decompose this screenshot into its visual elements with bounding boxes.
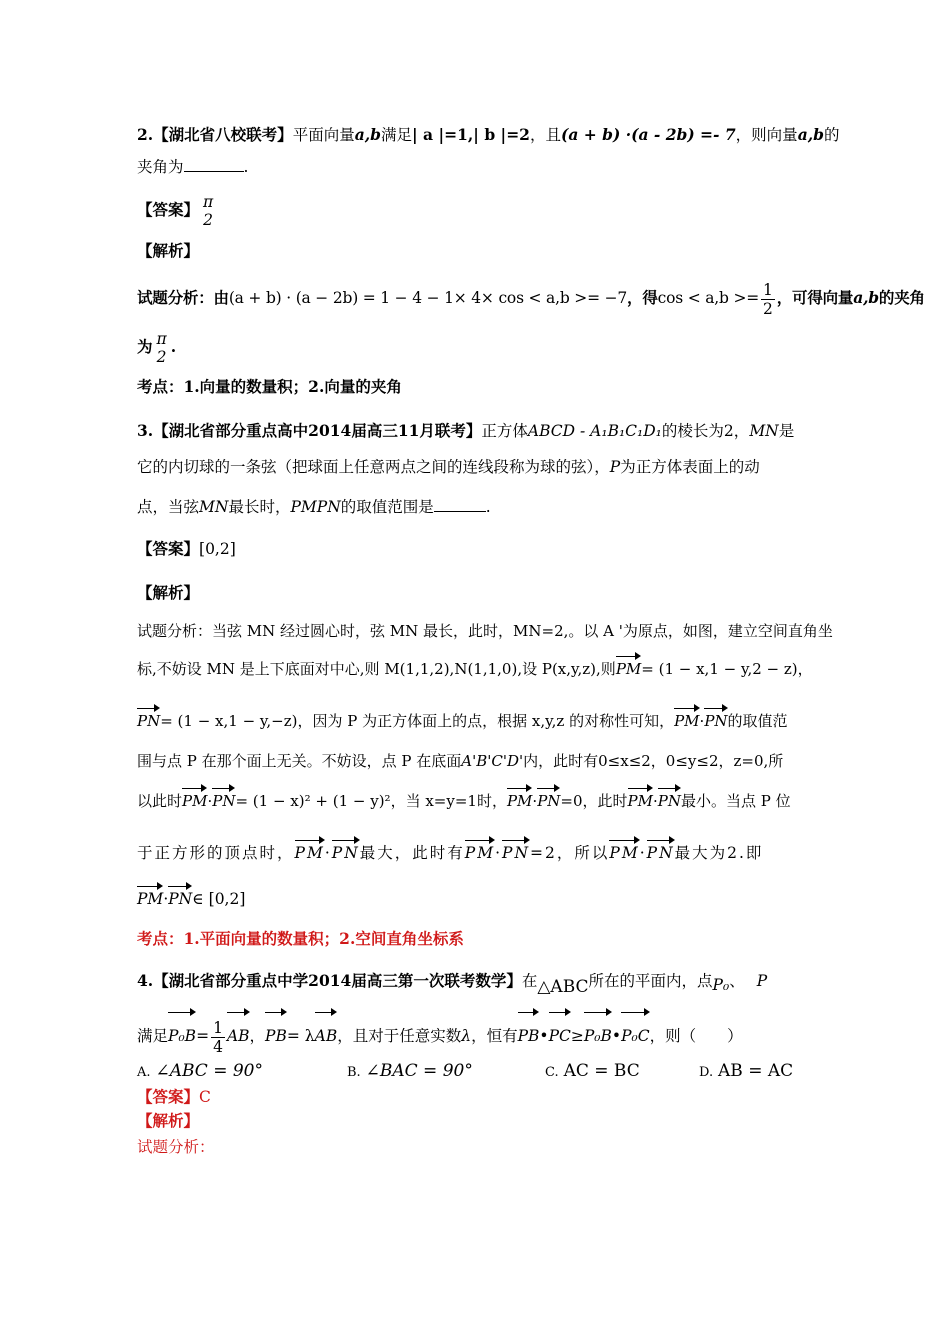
fraction-one-half: $\frac{1}{2}$ bbox=[763, 280, 773, 318]
q3-answer: 【答案】[0,2] bbox=[137, 539, 236, 558]
q3-analysis-6: 于正方形的顶点时，PM·PN最大，此时有PM·PN=2，所以PM·PN最大为2.即 bbox=[137, 840, 763, 864]
q4-analysis-label: 【解析】 bbox=[137, 1111, 200, 1130]
option-c: C. AC = BC bbox=[545, 1061, 640, 1081]
q3-line1: 3.【湖北省部分重点高中2014届高三11月联考】正方体ABCD - A₁B₁C₁D₁的棱长为2，MN是 bbox=[137, 421, 795, 440]
option-b: B. ∠BAC = 90° bbox=[347, 1061, 473, 1081]
q3-analysis-label: 【解析】 bbox=[137, 583, 200, 602]
q3-analysis-4: 围与点 P 在那个面上无关。不妨设，点 P 在底面A'B'C'D'内，此时有0≤x≤2，0≤y≤2，z=0,所 bbox=[137, 752, 784, 770]
option-a: A. ∠ABC = 90° bbox=[137, 1061, 263, 1081]
q3-analysis-1: 试题分析：当弦 MN 经过圆心时，弦 MN 最长，此时，MN=2,。以 A '为原点，如图，建立空间直角坐 bbox=[137, 622, 833, 640]
q2-analysis-label: 【解析】 bbox=[137, 241, 200, 260]
q3-analysis-3: PN= (1 − x,1 − y,−z)，因为 P 为正方体面上的点，根据 x,y,z 的对称性可知，PM·PN的取值范 bbox=[137, 708, 788, 732]
q4-line1: 4.【湖北省部分重点中学2014届高三第一次联考数学】在△ABC所在的平面内，点P₀、 P bbox=[137, 971, 768, 997]
q3-analysis-2: 标,不妨设 MN 是上下底面对中心,则 M(1,1,2),N(1,1,0),设 P(x,y,z),则PM= (1 − x,1 − y,2 − z)， bbox=[137, 656, 813, 680]
q4-analysis: 试题分析： bbox=[137, 1138, 215, 1156]
q2-kaodian: 考点：1.向量的数量积；2.向量的夹角 bbox=[137, 377, 402, 396]
q2-line1: 2.【湖北省八校联考】平面向量a,b满足| a |=1,| b |=2，且(a + b) ·(a - 2b) =- 7，则向量a,b的 bbox=[137, 125, 840, 144]
q4-line2: 满足P₀B= $\frac{1}{4}$ AB，PB= λAB，且对于任意实数λ，恒有PB•PC≥P₀B•P₀C，则（ ） bbox=[137, 1012, 743, 1058]
q2-analysis: 试题分析：由(a + b) · (a − 2b) = 1 − 4 − 1× 4× cos < a,b >= −7，得cos < a,b >= $\frac{1}{2}$ ，可得向量a,b的夹角 bbox=[137, 280, 925, 318]
q3-line2: 它的内切球的一条弦（把球面上任意两点之间的连线段称为球的弦），P为正方体表面上的动 bbox=[137, 458, 760, 476]
q3-line3: 点，当弦MN最长时，PM￼PN的取值范围是 . bbox=[137, 498, 491, 516]
fraction-one-quarter: $\frac{1}{4}$ bbox=[213, 1018, 223, 1056]
q2-line2: 夹角为 . bbox=[137, 158, 249, 176]
fraction-pi-over-2: π 2 bbox=[203, 193, 214, 229]
q2-source: 2.【湖北省八校联考】 bbox=[137, 125, 293, 144]
q3-analysis-7: PM·PN∈ [0,2] bbox=[137, 886, 245, 910]
q2-answer: 【答案】 π 2 bbox=[137, 193, 214, 229]
option-d: D. AB = AC bbox=[699, 1061, 794, 1081]
q4-answer: 【答案】C bbox=[137, 1087, 211, 1106]
q3-analysis-5: 以此时PM·PN= (1 − x)² + (1 − y)²，当 x=y=1时，PM·PN=0，此时PM·PN最小。当点 P 位 bbox=[137, 788, 791, 812]
q2-analysis-cont: 为 π 2 . bbox=[137, 330, 177, 366]
q3-kaodian: 考点：1.平面向量的数量积；2.空间直角坐标系 bbox=[137, 929, 464, 948]
answer-blank bbox=[184, 171, 244, 172]
